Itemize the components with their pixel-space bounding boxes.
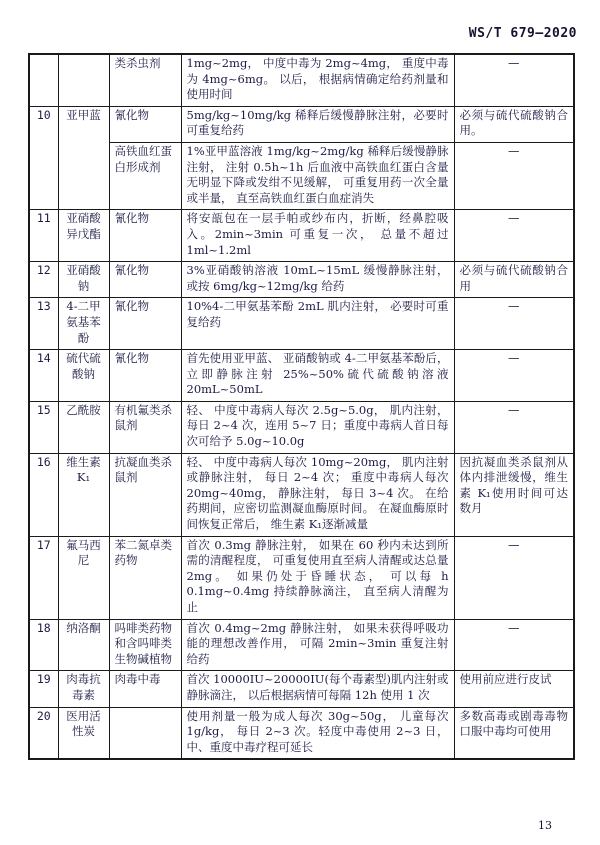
table-cell: 氰化物 bbox=[109, 210, 181, 262]
table-cell: — bbox=[454, 298, 574, 350]
table-cell: 必须与硫代硫酸钠合用。 bbox=[454, 106, 574, 142]
table-cell: 多数高毒或剧毒毒物口服中毒均可使用 bbox=[454, 707, 574, 759]
table-cell: 首次 10000IU~20000IU(每个毒素型)肌内注射或静脉滴注， 以后根据病情可每隔 12h 使用 1 次 bbox=[181, 671, 454, 707]
table-cell: 将安瓿包在一层手帕或纱布内，折断，经鼻腔吸入。2min~3min 可重复一次， 总量不超过 1ml~1.2ml bbox=[181, 210, 454, 262]
table-cell: 首次 0.4mg~2mg 静脉注射， 如果未获得呼吸功能的理想改善作用， 可隔 2min~3min 重复注射给药 bbox=[181, 619, 454, 671]
table-cell: 硫代硫 酸钠 bbox=[58, 350, 109, 402]
table-cell: 20 bbox=[29, 707, 58, 759]
table-cell: — bbox=[454, 350, 574, 402]
table-cell: 医用活 性炭 bbox=[58, 707, 109, 759]
table-cell: 肉毒中毒 bbox=[109, 671, 181, 707]
table-cell: 12 bbox=[29, 262, 58, 298]
table-row bbox=[29, 106, 574, 142]
table-cell: 抗凝血类杀鼠剂 bbox=[109, 453, 181, 536]
table-cell: 有机氟类杀鼠剂 bbox=[109, 401, 181, 453]
antidote-table bbox=[28, 53, 575, 760]
table-row bbox=[29, 619, 574, 671]
table-cell: 氰化物 bbox=[109, 350, 181, 402]
table-cell: 亚硝酸 异戊酯 bbox=[58, 210, 109, 262]
table-cell: 乙酰胺 bbox=[58, 401, 109, 453]
table-cell: 因抗凝血类杀鼠剂从体内排泄缓慢，维生素 K₁使用时间可达数月 bbox=[454, 453, 574, 536]
table-cell: 15 bbox=[29, 401, 58, 453]
table-row bbox=[29, 54, 574, 106]
table-cell: — bbox=[454, 536, 574, 619]
table-cell: 19 bbox=[29, 671, 58, 707]
table-cell: 亚甲蓝 bbox=[58, 106, 109, 210]
table-cell: 首先使用亚甲蓝、 亚硝酸钠或 4-二甲氨基苯酚后，立即静脉注射 25%~50%硫代硫酸钠溶液 20mL~50mL bbox=[181, 350, 454, 402]
table-cell: 使用剂量一般为成人每次 30g~50g， 儿童每次 1g/kg， 每日 2~3 次。轻度中毒使用 2~3 日，中、重度中毒疗程可延长 bbox=[181, 707, 454, 759]
table-cell: 氰化物 bbox=[109, 106, 181, 142]
table-cell bbox=[58, 54, 109, 106]
table-cell: 14 bbox=[29, 350, 58, 402]
table-cell: — bbox=[454, 619, 574, 671]
table-cell: 18 bbox=[29, 619, 58, 671]
table-cell: 维生素 K₁ bbox=[58, 453, 109, 536]
table-cell bbox=[29, 54, 58, 106]
table-row bbox=[29, 142, 574, 209]
table-cell: 高铁血红蛋白形成剂 bbox=[109, 142, 181, 209]
table-cell: 吗啡类药物 和含吗啡类 生物碱植物 bbox=[109, 619, 181, 671]
table-cell: 使用前应进行皮试 bbox=[454, 671, 574, 707]
table-row bbox=[29, 210, 574, 262]
table-row bbox=[29, 707, 574, 759]
table-cell: 17 bbox=[29, 536, 58, 619]
table-cell: 首次 0.3mg 静脉注射， 如果在 60 秒内未达到所需的清醒程度， 可重复使用直至病人清醒或达总量 2mg。 如果仍处于昏睡状态， 可以每 h 0.1mg~0.4mg 持续静脉滴注， 直至病人清醒为止 bbox=[181, 536, 454, 619]
table-cell: 氰化物 bbox=[109, 298, 181, 350]
table-cell: 5mg/kg~10mg/kg 稀释后缓慢静脉注射，必要时可重复给药 bbox=[181, 106, 454, 142]
table-row bbox=[29, 262, 574, 298]
table-cell: 肉毒抗 毒素 bbox=[58, 671, 109, 707]
page-number: 13 bbox=[538, 819, 552, 832]
table-cell: 16 bbox=[29, 453, 58, 536]
table-cell: — bbox=[454, 210, 574, 262]
table-cell: 苯二氮卓类药物 bbox=[109, 536, 181, 619]
table-row bbox=[29, 671, 574, 707]
table-cell: 轻、 中度中毒病人每次 10mg~20mg， 肌内注射或静脉注射， 每日 2~4 次； 重度中毒病人每次 20mg~40mg， 静脉注射， 每日 3~4 次。 在给药期间，应密切监测凝血酶原时间。 在凝血酶原时间恢复正常后， 维生素 K₁逐渐减量 bbox=[181, 453, 454, 536]
table-cell: 10%4-二甲氨基苯酚 2mL 肌内注射， 必要时可重复给药 bbox=[181, 298, 454, 350]
table-cell: 轻、 中度中毒病人每次 2.5g~5.0g， 肌内注射， 每日 2~4 次，连用 5~7 日；重度中毒病人首日每次可给予 5.0g~10.0g bbox=[181, 401, 454, 453]
table-cell: — bbox=[454, 142, 574, 209]
table-cell: 1mg~2mg， 中度中毒为 2mg~4mg， 重度中毒为 4mg~6mg。 以后， 根据病情确定给药剂量和使用时间 bbox=[181, 54, 454, 106]
table-row bbox=[29, 453, 574, 536]
table-cell bbox=[109, 707, 181, 759]
table-cell: — bbox=[454, 401, 574, 453]
standard-number-header: WS/T 679—2020 bbox=[468, 26, 577, 41]
table-cell: 氰化物 bbox=[109, 262, 181, 298]
table-row bbox=[29, 401, 574, 453]
table-cell: 氟马西 尼 bbox=[58, 536, 109, 619]
table-cell: 10 bbox=[29, 106, 58, 210]
table-cell: 必须与硫代硫酸钠合用 bbox=[454, 262, 574, 298]
table-cell: 13 bbox=[29, 298, 58, 350]
table-cell: 3%亚硝酸钠溶液 10mL~15mL 缓慢静脉注射， 或按 6mg/kg~12mg/kg 给药 bbox=[181, 262, 454, 298]
table-cell: 1%亚甲蓝溶液 1mg/kg~2mg/kg 稀释后缓慢静脉注射， 注射 0.5h~1h 后血液中高铁血红蛋白含量无明显下降或发绀不见缓解， 可重复用药一次全量或半量， 直至高铁血红蛋白血症消失 bbox=[181, 142, 454, 209]
table-cell: 11 bbox=[29, 210, 58, 262]
table-cell: 亚硝酸 钠 bbox=[58, 262, 109, 298]
table-row bbox=[29, 350, 574, 402]
antidote-table-body bbox=[29, 54, 574, 759]
table-row bbox=[29, 298, 574, 350]
table-cell: 4-二甲 氨基苯 酚 bbox=[58, 298, 109, 350]
table-cell: 纳洛酮 bbox=[58, 619, 109, 671]
table-cell: 类杀虫剂 bbox=[109, 54, 181, 106]
table-row bbox=[29, 536, 574, 619]
table-cell: — bbox=[454, 54, 574, 106]
